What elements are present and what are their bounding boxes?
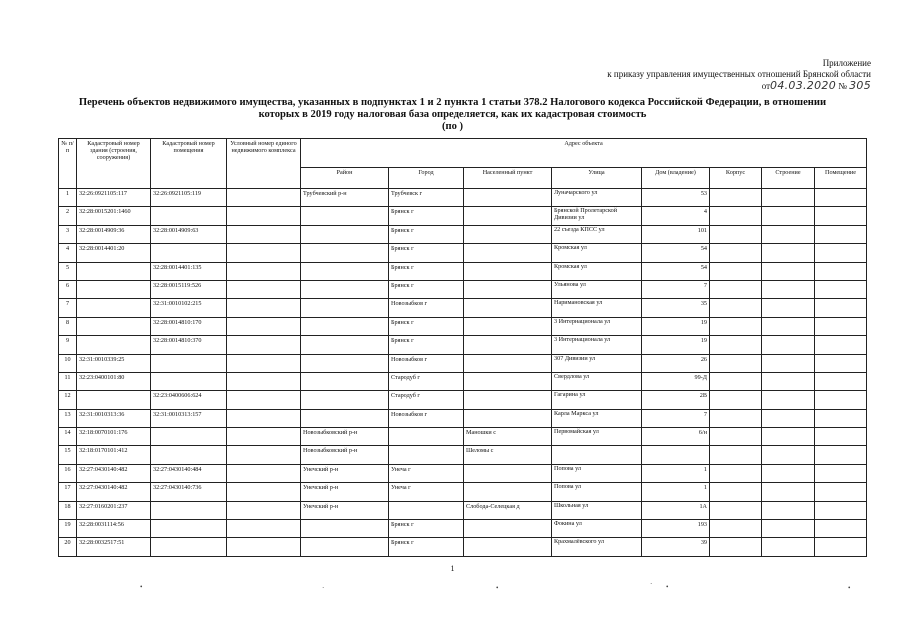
cell-building-cadastral — [77, 317, 151, 335]
cell-city — [389, 501, 464, 519]
appendix-header — [607, 58, 871, 92]
table-row — [59, 354, 867, 372]
cell-room — [815, 336, 867, 354]
cell-num: 7 — [59, 299, 77, 317]
cell-city: Трубчевск г — [389, 189, 464, 207]
cell-city: Брянск г — [389, 280, 464, 298]
cell-num: 6 — [59, 280, 77, 298]
cell-building-cadastral — [77, 391, 151, 409]
cell-complex-number — [227, 280, 301, 298]
header-house: Дом (владение) — [642, 168, 710, 189]
cell-city — [389, 446, 464, 464]
cell-street: 3 Интернационала ул — [552, 317, 642, 335]
cell-settlement — [464, 409, 552, 427]
cell-num: 8 — [59, 317, 77, 335]
cell-street: Кромская ул — [552, 262, 642, 280]
cell-corpus — [710, 538, 762, 556]
cell-premise-cadastral — [151, 428, 227, 446]
cell-district: Новозыбковский р-н — [301, 446, 389, 464]
cell-complex-number — [227, 225, 301, 243]
cell-house: 7 — [642, 280, 710, 298]
cell-city: Новозыбков г — [389, 354, 464, 372]
cell-settlement — [464, 372, 552, 390]
cell-district — [301, 317, 389, 335]
header-address: Адрес объекта — [301, 139, 867, 168]
cell-house: 54 — [642, 262, 710, 280]
cell-building — [762, 464, 815, 482]
cell-district — [301, 207, 389, 225]
cell-premise-cadastral: 32:28:0014810:370 — [151, 336, 227, 354]
cell-premise-cadastral: 32:28:0015119:526 — [151, 280, 227, 298]
scan-speck: · — [322, 584, 325, 592]
cell-corpus — [710, 189, 762, 207]
table-row — [59, 225, 867, 243]
header-premise-cadastral: Кадастровый номер помещения — [151, 139, 227, 189]
cell-premise-cadastral — [151, 207, 227, 225]
cell-city — [389, 428, 464, 446]
cell-street: Школьная ул — [552, 501, 642, 519]
cell-num: 17 — [59, 483, 77, 501]
title-line-1: Перечень объектов недвижимого имущества, указанных в подпунктах 1 и 2 пункта 1 статьи 378.2 Налогового кодекса Российской Федерации, в отношении — [78, 97, 827, 108]
cell-district — [301, 538, 389, 556]
table-row — [59, 317, 867, 335]
header-room: Помещение — [815, 168, 867, 189]
cell-street: Свердлова ул — [552, 372, 642, 390]
cell-num: 10 — [59, 354, 77, 372]
cell-corpus — [710, 207, 762, 225]
cell-house: 19 — [642, 317, 710, 335]
header-city: Город — [389, 168, 464, 189]
cell-corpus — [710, 464, 762, 482]
cell-room — [815, 299, 867, 317]
header-complex-number: Условный номер единого недвижимого комплекса — [227, 139, 301, 189]
table-row — [59, 262, 867, 280]
cell-complex-number — [227, 189, 301, 207]
cell-complex-number — [227, 520, 301, 538]
cell-room — [815, 262, 867, 280]
header-street: Улица — [552, 168, 642, 189]
cell-corpus — [710, 483, 762, 501]
cell-settlement — [464, 538, 552, 556]
cell-corpus — [710, 501, 762, 519]
cell-complex-number — [227, 409, 301, 427]
cell-house: 1А — [642, 501, 710, 519]
cell-settlement: Шеломы с — [464, 446, 552, 464]
cell-room — [815, 520, 867, 538]
cell-settlement: Маношки с — [464, 428, 552, 446]
cell-settlement — [464, 354, 552, 372]
cell-house: 193 — [642, 520, 710, 538]
cell-house: 26 — [642, 354, 710, 372]
cell-premise-cadastral — [151, 244, 227, 262]
cell-num: 16 — [59, 464, 77, 482]
table-row — [59, 336, 867, 354]
cell-district — [301, 409, 389, 427]
cell-building-cadastral: 32:28:0031114:56 — [77, 520, 151, 538]
cell-num: 11 — [59, 372, 77, 390]
table-row — [59, 409, 867, 427]
cell-street: Гагарина ул — [552, 391, 642, 409]
cell-district: Новозыбковский р-н — [301, 428, 389, 446]
cell-complex-number — [227, 428, 301, 446]
cell-premise-cadastral — [151, 538, 227, 556]
cell-room — [815, 501, 867, 519]
cell-room — [815, 244, 867, 262]
cell-num: 15 — [59, 446, 77, 464]
header-num: № п/п — [59, 139, 77, 189]
cell-building-cadastral: 32:18:0070101:176 — [77, 428, 151, 446]
cell-city: Брянск г — [389, 207, 464, 225]
cell-complex-number — [227, 391, 301, 409]
cell-settlement — [464, 299, 552, 317]
cell-district: Трубчевский р-н — [301, 189, 389, 207]
cell-corpus — [710, 428, 762, 446]
table-row — [59, 280, 867, 298]
cell-building — [762, 280, 815, 298]
cell-settlement: Слобода-Селецкая д — [464, 501, 552, 519]
table-row — [59, 501, 867, 519]
cell-settlement — [464, 225, 552, 243]
cell-street: Луначарского ул — [552, 189, 642, 207]
cell-settlement — [464, 483, 552, 501]
cell-building-cadastral: 32:28:0015201:1460 — [77, 207, 151, 225]
cell-house: 39 — [642, 538, 710, 556]
cell-city: Унеча г — [389, 464, 464, 482]
cell-building-cadastral: 32:26:0921105:117 — [77, 189, 151, 207]
cell-building-cadastral: 32:31:0010313:36 — [77, 409, 151, 427]
cell-street: Кромская ул — [552, 244, 642, 262]
cell-building-cadastral: 32:27:0160201:237 — [77, 501, 151, 519]
cell-building — [762, 244, 815, 262]
cell-street: 307 Дивизии ул — [552, 354, 642, 372]
cell-city: Брянск г — [389, 538, 464, 556]
cell-building-cadastral: 32:28:0014909:36 — [77, 225, 151, 243]
cell-house: 35 — [642, 299, 710, 317]
cell-district — [301, 225, 389, 243]
cell-city: Брянск г — [389, 262, 464, 280]
cell-premise-cadastral: 32:28:0014909:63 — [151, 225, 227, 243]
cell-district — [301, 280, 389, 298]
cell-street: Наримановская ул — [552, 299, 642, 317]
cell-settlement — [464, 244, 552, 262]
cell-district — [301, 244, 389, 262]
cell-house: 2В — [642, 391, 710, 409]
cell-house: 101 — [642, 225, 710, 243]
cell-building-cadastral — [77, 336, 151, 354]
cell-district — [301, 299, 389, 317]
cell-complex-number — [227, 538, 301, 556]
cell-complex-number — [227, 446, 301, 464]
cell-street: Фокина ул — [552, 520, 642, 538]
cell-corpus — [710, 280, 762, 298]
cell-room — [815, 446, 867, 464]
cell-num: 9 — [59, 336, 77, 354]
cell-building — [762, 189, 815, 207]
cell-complex-number — [227, 207, 301, 225]
cell-corpus — [710, 244, 762, 262]
cell-complex-number — [227, 244, 301, 262]
cell-corpus — [710, 299, 762, 317]
cell-building-cadastral — [77, 299, 151, 317]
cell-building — [762, 391, 815, 409]
cell-room — [815, 409, 867, 427]
cell-num: 5 — [59, 262, 77, 280]
cell-city: Новозыбков г — [389, 299, 464, 317]
cell-room — [815, 354, 867, 372]
cell-building — [762, 299, 815, 317]
cell-room — [815, 391, 867, 409]
cell-building — [762, 446, 815, 464]
cell-city: Стародуб г — [389, 391, 464, 409]
cell-house: 6/н — [642, 428, 710, 446]
header-district: Район — [301, 168, 389, 189]
cell-room — [815, 317, 867, 335]
cell-building — [762, 317, 815, 335]
cell-building-cadastral — [77, 280, 151, 298]
cell-num: 20 — [59, 538, 77, 556]
cell-premise-cadastral: 32:31:0010313:157 — [151, 409, 227, 427]
cell-street: Крахмалёвского ул — [552, 538, 642, 556]
cell-street: Попова ул — [552, 464, 642, 482]
cell-city: Унеча г — [389, 483, 464, 501]
title-line-2: которых в 2019 году налоговая база определяется, как их кадастровая стоимость — [258, 109, 647, 120]
cell-street: Ульянова ул — [552, 280, 642, 298]
cell-building — [762, 501, 815, 519]
header-building-cadastral: Кадастровый номер здания (строения, сооружения) — [77, 139, 151, 189]
cell-settlement — [464, 317, 552, 335]
scan-speck: • — [848, 584, 851, 592]
cell-num: 18 — [59, 501, 77, 519]
cell-street: Попова ул — [552, 483, 642, 501]
cell-corpus — [710, 317, 762, 335]
cell-complex-number — [227, 299, 301, 317]
table-row — [59, 244, 867, 262]
cell-corpus — [710, 225, 762, 243]
scan-speck: • — [496, 584, 499, 592]
cell-building — [762, 336, 815, 354]
cell-settlement — [464, 207, 552, 225]
cell-complex-number — [227, 354, 301, 372]
table-header — [59, 139, 867, 189]
cell-house: 53 — [642, 189, 710, 207]
cell-district — [301, 262, 389, 280]
order-reference: к приказу управления имущественных отношений Брянской области — [607, 69, 871, 79]
cell-corpus — [710, 372, 762, 390]
cell-district: Унечский р-н — [301, 501, 389, 519]
number-prefix: № — [838, 81, 847, 91]
cell-house: 4 — [642, 207, 710, 225]
cell-complex-number — [227, 336, 301, 354]
table-row — [59, 520, 867, 538]
title-line-3: (по ) — [441, 121, 464, 132]
cell-district — [301, 336, 389, 354]
cell-room — [815, 280, 867, 298]
header-settlement: Населенный пункт — [464, 168, 552, 189]
cell-house — [642, 446, 710, 464]
header-corpus: Корпус — [710, 168, 762, 189]
cell-building — [762, 225, 815, 243]
document-title — [30, 97, 875, 133]
cell-num: 14 — [59, 428, 77, 446]
cell-city: Стародуб г — [389, 372, 464, 390]
cell-district — [301, 520, 389, 538]
cell-city: Брянск г — [389, 520, 464, 538]
table-row — [59, 299, 867, 317]
page-number: 1 — [450, 564, 455, 573]
header-building: Строение — [762, 168, 815, 189]
cell-premise-cadastral — [151, 354, 227, 372]
cell-district: Унечский р-н — [301, 483, 389, 501]
cell-building-cadastral: 32:27:0430140:482 — [77, 464, 151, 482]
cell-corpus — [710, 391, 762, 409]
cell-settlement — [464, 464, 552, 482]
cell-district — [301, 354, 389, 372]
cell-corpus — [710, 262, 762, 280]
cell-settlement — [464, 336, 552, 354]
cell-num: 3 — [59, 225, 77, 243]
cell-complex-number — [227, 464, 301, 482]
cell-premise-cadastral: 32:26:0921105:119 — [151, 189, 227, 207]
cell-street: Брянской Пролетарской Дивизии ул — [552, 207, 642, 225]
handwritten-number: 305 — [849, 79, 871, 92]
cell-settlement — [464, 391, 552, 409]
cell-premise-cadastral: 32:23:0400606:624 — [151, 391, 227, 409]
cell-building-cadastral: 32:28:0014401:20 — [77, 244, 151, 262]
cell-premise-cadastral — [151, 446, 227, 464]
cell-building — [762, 262, 815, 280]
cell-district — [301, 391, 389, 409]
cell-settlement — [464, 280, 552, 298]
handwritten-date: 04.03.2020 — [770, 79, 836, 92]
cell-building — [762, 538, 815, 556]
cell-complex-number — [227, 317, 301, 335]
cell-num: 4 — [59, 244, 77, 262]
date-prefix: от — [761, 81, 771, 91]
cell-street: Карла Маркса ул — [552, 409, 642, 427]
table-row — [59, 189, 867, 207]
table-row — [59, 207, 867, 225]
cell-room — [815, 207, 867, 225]
cell-building — [762, 520, 815, 538]
cell-premise-cadastral — [151, 501, 227, 519]
cell-city: Брянск г — [389, 244, 464, 262]
cell-building — [762, 428, 815, 446]
cell-district: Унечский р-н — [301, 464, 389, 482]
cell-num: 2 — [59, 207, 77, 225]
cell-building-cadastral — [77, 262, 151, 280]
cell-building — [762, 409, 815, 427]
cell-building — [762, 354, 815, 372]
cell-house: 19 — [642, 336, 710, 354]
cell-building-cadastral: 32:28:0032517:51 — [77, 538, 151, 556]
cell-building-cadastral: 32:31:0010339:25 — [77, 354, 151, 372]
table-row — [59, 391, 867, 409]
cell-room — [815, 464, 867, 482]
cell-room — [815, 483, 867, 501]
cell-settlement — [464, 262, 552, 280]
scan-speck: • — [666, 583, 669, 591]
cell-premise-cadastral: 32:28:0014401:135 — [151, 262, 227, 280]
cell-building-cadastral: 32:18:0170101:412 — [77, 446, 151, 464]
cell-premise-cadastral — [151, 372, 227, 390]
cell-room — [815, 372, 867, 390]
cell-corpus — [710, 446, 762, 464]
cell-premise-cadastral: 32:31:0010102:215 — [151, 299, 227, 317]
cell-building-cadastral: 32:27:0430140:482 — [77, 483, 151, 501]
cell-house: 1 — [642, 464, 710, 482]
table-row — [59, 464, 867, 482]
cell-room — [815, 189, 867, 207]
table-row — [59, 372, 867, 390]
cell-premise-cadastral: 32:28:0014810:170 — [151, 317, 227, 335]
cell-city: Брянск г — [389, 317, 464, 335]
cell-room — [815, 428, 867, 446]
cell-premise-cadastral: 32:27:0430140:736 — [151, 483, 227, 501]
cell-num: 13 — [59, 409, 77, 427]
appendix-label: Приложение — [822, 58, 871, 68]
table-row — [59, 428, 867, 446]
cell-building — [762, 483, 815, 501]
cell-num: 1 — [59, 189, 77, 207]
scan-speck: · — [650, 580, 653, 588]
cell-city: Брянск г — [389, 225, 464, 243]
cell-corpus — [710, 520, 762, 538]
cell-room — [815, 225, 867, 243]
property-register-table — [58, 138, 867, 557]
cell-building — [762, 372, 815, 390]
cell-num: 12 — [59, 391, 77, 409]
order-date-number — [607, 80, 871, 92]
cell-complex-number — [227, 262, 301, 280]
cell-corpus — [710, 354, 762, 372]
cell-corpus — [710, 409, 762, 427]
cell-complex-number — [227, 372, 301, 390]
scan-speck: • — [140, 583, 143, 591]
cell-district — [301, 372, 389, 390]
cell-premise-cadastral: 32:27:0430140:484 — [151, 464, 227, 482]
cell-street: 22 съезда КПСС ул — [552, 225, 642, 243]
cell-complex-number — [227, 501, 301, 519]
cell-building — [762, 207, 815, 225]
cell-house: 1 — [642, 483, 710, 501]
cell-settlement — [464, 189, 552, 207]
cell-house: 99-Д — [642, 372, 710, 390]
table-row — [59, 483, 867, 501]
cell-num: 19 — [59, 520, 77, 538]
table-body — [59, 189, 867, 557]
cell-house: 54 — [642, 244, 710, 262]
cell-street: 3 Интернационала ул — [552, 336, 642, 354]
table-row — [59, 538, 867, 556]
cell-house: 7 — [642, 409, 710, 427]
cell-corpus — [710, 336, 762, 354]
table-row — [59, 446, 867, 464]
cell-street: Первомайская ул — [552, 428, 642, 446]
cell-complex-number — [227, 483, 301, 501]
cell-premise-cadastral — [151, 520, 227, 538]
cell-city: Новозыбков г — [389, 409, 464, 427]
cell-city: Брянск г — [389, 336, 464, 354]
cell-building-cadastral: 32:23:0400101:80 — [77, 372, 151, 390]
cell-street — [552, 446, 642, 464]
cell-settlement — [464, 520, 552, 538]
cell-room — [815, 538, 867, 556]
